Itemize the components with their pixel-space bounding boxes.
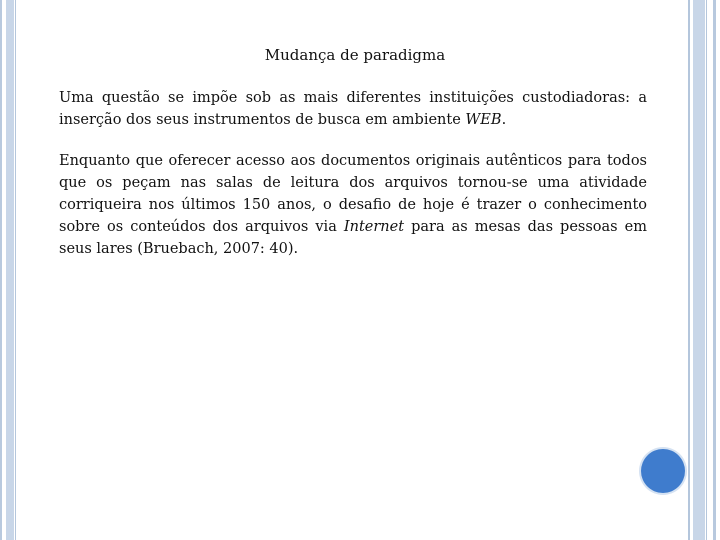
slide-title: Mudança de paradigma bbox=[264, 46, 446, 64]
paragraph-1 bbox=[59, 87, 647, 131]
paragraph-1-emphasis: WEB bbox=[465, 112, 502, 128]
left-border-line bbox=[15, 0, 16, 540]
right-border-line bbox=[706, 0, 707, 540]
paragraph-1-text: Uma questão se impõe sob as mais diferentes instituições custodiadoras: a inserção dos seus instrumentos de busca em ambiente bbox=[59, 90, 647, 128]
paragraph-2 bbox=[59, 150, 647, 260]
paragraph-2-emphasis: Internet bbox=[343, 219, 405, 235]
right-border-band bbox=[693, 0, 705, 540]
right-border-line bbox=[688, 0, 690, 540]
decorative-circle bbox=[641, 449, 685, 493]
left-border-band bbox=[6, 0, 14, 540]
right-border-line bbox=[713, 0, 716, 540]
left-border-line bbox=[0, 0, 2, 540]
paragraph-2-end: para as mesas das pessoas em seus lares (Bruebach, 2007: 40). bbox=[59, 219, 647, 257]
paragraph-1-end: . bbox=[501, 112, 507, 128]
paragraph-2-text: Enquanto que oferecer acesso aos documentos originais autênticos para todos que os peçam nas salas de leitura dos arquivos tornou-se uma atividade corriqueira nos últimos 150 anos, o desafio de hoje é trazer o conhecimento sobre os conteúdos dos arquivos via bbox=[59, 153, 647, 235]
